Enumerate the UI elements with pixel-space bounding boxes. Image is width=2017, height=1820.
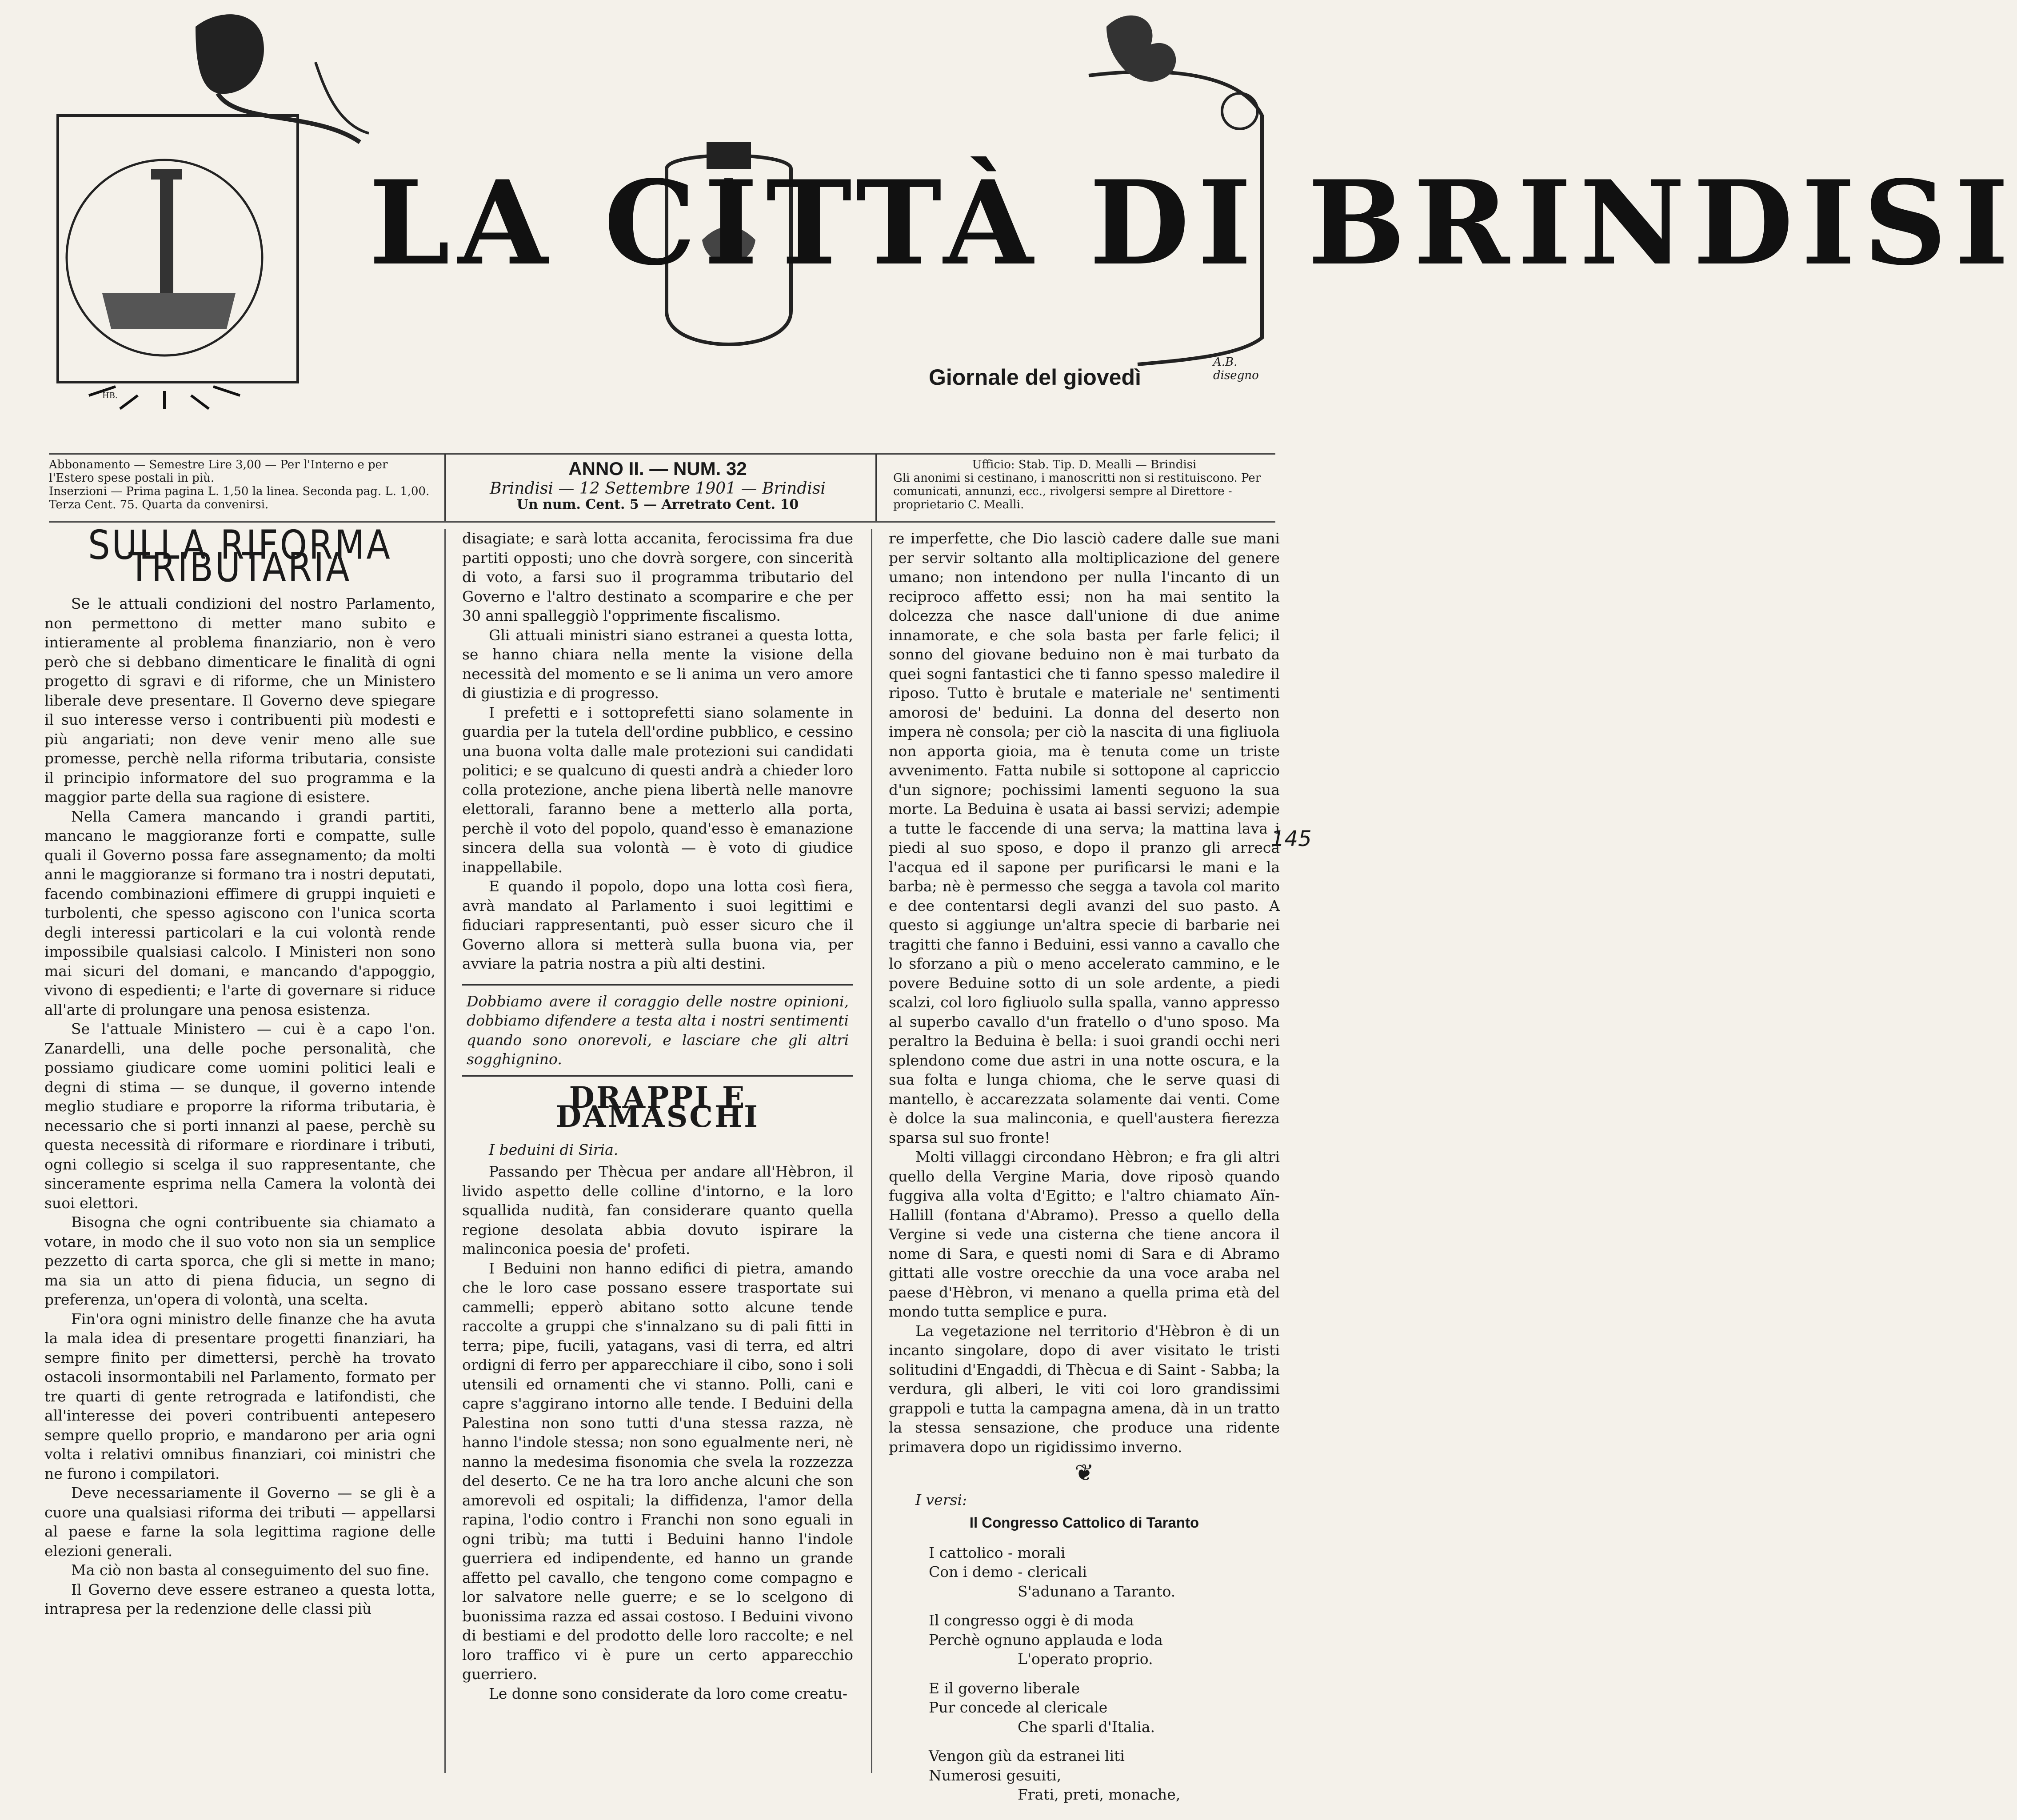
issue-info	[458, 458, 858, 511]
column-divider	[444, 529, 446, 1773]
office-info	[893, 458, 1275, 511]
info-bar	[49, 453, 1275, 523]
poem-stanza	[889, 1746, 1280, 1804]
article-paragraph: E quando il popolo, dopo una lotta così fiera, avrà mandato al Parlamento i suoi legittimi e fiduciari rappresentanti, può esser sicuro che il Governo allora si metterà sulla buona via, per avviare la patria nostra a più alti destini.	[462, 878, 853, 972]
info-divider	[444, 455, 446, 521]
artist-signature: A.B. disegno	[1213, 355, 1259, 382]
boxed-quote: Dobbiamo avere il coraggio delle nostre opinioni, dobbiamo difendere a testa alta i nostri sentimenti quando sono onorevoli, e lasciare che gli altri sogghignino.	[462, 984, 853, 1077]
article-paragraph: disagiate; e sarà lotta accanita, ferocissima fra due partiti opposti; uno che dovrà sorgere, con sincerità di voto, a farsi suo il programma tributario del Governo e l'altro destinato a scomparire e che per 30 anni spalleggiò l'opprimente fiscalismo.	[462, 530, 853, 624]
article-paragraph: I prefetti e i sottoprefetti siano solamente in guardia per la tutela dell'ordine pubblico, e cessino una buona volta dalle male protezioni sui candidati politici; e se qualcuno di questi andrà a chieder loro colla protezione, anche piena libertà nelle manovre elettorali, faranno bene a metterlo alla porta, perchè il voto del popolo, quand'esso è emanazione sincera della sua volontà — è voto di giudice inappellabile.	[462, 703, 853, 876]
poem-title: Il Congresso Cattolico di Taranto	[969, 1514, 1199, 1531]
verses-label: I versi:	[915, 1491, 967, 1509]
article-paragraph: La vegetazione nel territorio d'Hèbron è di un incanto singolare, dopo di aver visitato le tristi solitudini d'Engaddi, di Thècua e di Saint - Sabba; la verdura, gli alberi, le viti coi loro grandissimi grappoli e tutta la campagna amena, dà in un tratto la stessa sensazione, che produce una ridente primavera dopo un rigidissimo inverno.	[889, 1322, 1280, 1456]
poem-line: Pur concede al clericale	[929, 1699, 1108, 1716]
masthead	[49, 9, 2017, 422]
poem-line: S'adunano a Taranto.	[1018, 1582, 1176, 1600]
poem-line: L'operato proprio.	[1018, 1650, 1153, 1668]
article-paragraph: Passando per Thècua per andare all'Hèbron, il livido aspetto delle colline d'intorno, e la loro squallida nudità, fan considerare quanto quella regione desolata abbia dovuto ispirare la malinconica poesia de' profeti.	[462, 1163, 853, 1257]
poem-line: Con i demo - clericali	[929, 1563, 1087, 1581]
poem-stanza	[889, 1679, 1280, 1737]
poem-line: Frati, preti, monache,	[1018, 1786, 1181, 1803]
poem-line: Il congresso oggi è di moda	[929, 1612, 1134, 1629]
poem-line: Perchè ognuno applauda e loda	[929, 1631, 1163, 1648]
editorial-notice: Gli anonimi si cestinano, i manoscritti non si restituiscono. Per comunicati, annunzi, ecc., rivolgersi sempre al Direttore - proprietario C. Mealli.	[893, 471, 1261, 511]
article-paragraph: Nella Camera mancando i grandi partiti, mancano le maggioranze forti e compatte, sulle quali il Governo possa fare assegnamento; da molti anni le maggioranze si formano tra i nostri deputati, facendo combinazioni effimere di gruppi inquieti e turbolenti, che spesso agiscono con l'unica scorta degli interessi particolari e la cui volontà rende impossibile qualsiasi calcolo. I Ministeri non sono mai sicuri del domani, e mancando d'appoggio, vivono di espedienti; e l'arte di governare si riduce all'arte di prolungare una penosa esistenza.	[44, 807, 435, 1018]
article-paragraph: Ma ciò non basta al conseguimento del suo fine.	[71, 1561, 430, 1579]
poem-line: Vengon giù da estranei liti	[929, 1747, 1125, 1764]
subscription-line: Abbonamento — Semestre Lire 3,00 — Per l'Interno e per l'Estero spese postali in più.	[49, 458, 388, 485]
newspaper-title: LA CITTÀ DI BRINDISI	[369, 156, 2017, 291]
article-paragraph: Bisogna che ogni contribuente sia chiamato a votare, in modo che il suo voto non sia un semplice pezzetto di carta sporca, che gli si mette in mano; ma sia un atto di piena fiducia, un segno di preferenza, un'opera di volontà, una scelta.	[44, 1213, 435, 1308]
article-paragraph: Gli attuali ministri siano estranei a questa lotta, se hanno chiara nella mente la visione della necessità del momento e se li anima un vero amore di giustizia e di progresso.	[462, 626, 853, 702]
poem-line: I cattolico - morali	[929, 1544, 1066, 1561]
article-column-3	[889, 529, 1280, 1814]
woman-illustration-with-column	[49, 9, 387, 409]
subscription-info	[49, 458, 431, 511]
issue-price: Un num. Cent. 5 — Arretrato Cent. 10	[516, 497, 799, 512]
poem-line: Numerosi gesuiti,	[929, 1766, 1062, 1784]
issue-date: Brindisi — 12 Settembre 1901 — Brindisi	[490, 479, 826, 498]
article-paragraph: Deve necessariamente il Governo — se gli è a cuore una qualsiasi riforma dei tributi — appellarsi al paese e farne la sola legittima ragione delle elezioni generali.	[44, 1484, 435, 1560]
poem-line: Che sparli d'Italia.	[1018, 1718, 1155, 1736]
info-divider	[875, 455, 877, 521]
article-paragraph: Se l'attuale Ministero — cui è a capo l'on. Zanardelli, una delle poche personalità, che possiamo giudicare come uomini politici leali e degni di stima — se dunque, il governo intende meglio studiare e proporre la riforma tributaria, è necessario che si porti innanzi al paese, perchè su questa necessità di riformare e riordinare i tributi, ogni collegio si scelga il suo rappresentante, che sinceramente esprima nella Camera la volontà dei suoi elettori.	[44, 1020, 435, 1212]
issue-number: ANNO II. — NUM. 32	[568, 458, 747, 479]
article-heading: SULLA RIFORMA TRIBUTARIA	[88, 522, 392, 591]
poem-stanza	[889, 1543, 1280, 1601]
article-paragraph: Le donne sono considerate da loro come creatu-	[489, 1684, 847, 1702]
scroll-ornament	[1071, 9, 1275, 409]
engraver-mark: HB.	[102, 391, 118, 400]
poem-stanza	[889, 1611, 1280, 1669]
article-column-1	[44, 522, 435, 1619]
ornament-icon: ❦	[1074, 1460, 1094, 1486]
column-divider	[871, 529, 872, 1773]
office-line: Ufficio: Stab. Tip. D. Mealli — Brindisi	[972, 458, 1197, 471]
article-paragraph: re imperfette, che Dio lasciò cadere dalle sue mani per servir soltanto alla moltiplicazione del genere umano; non intendono per nulla l'incanto di un reciproco affetto essi; non ha mai sentito la dolcezza che nasce dall'unione di due anime innamorate, e che sola basta per farle felici; il sonno del giovane beduino non è mai turbato da quei sogni fantastici che ti fanno spesso maledire il riposo. Tutto è brutale e materiale ne' sentimenti amorosi de' beduini. La donna del deserto non impera nè consola; per ciò la nascita di una figliuola non apporta gioia, ma è tenuta come un triste avvenimento. Fatta nubile si sottopone al capriccio d'un signore; pochissimi lamenti seguono la sua morte. La Beduina è usata ai bassi servizi; adempie a tutte le faccende di una serva; la mattina lava i piedi al suo sposo, e dopo il pranzo gli arreca l'acqua ed il sapone per purificarsi le mani e la barba; nè è permesso che segga a tavola col marito e dee contentarsi degli avanzi del suo pasto. A questo si aggiunge un'altra specie di barbarie nei tragitti che fanno i Beduini, essi vanno a cavallo che lo sforzano a più o meno accelerato cammino, e le povere Beduine sotto di un sole ardente, a piedi scalzi, col loro figliuolo sulla spalla, vanno appresso al superbo cavallo d'un fratello o d'uno sposo. Ma peraltro la Beduina è bella: i suoi grandi occhi neri splendono come due astri in una notte oscura, e la sua folta e lunga chioma, che le serve quasi di mantello, è accarezzata solamente dai venti. Come è dolce la sua malinconia, e quell'austera fierezza sparsa sul suo fronte!	[889, 530, 1280, 1146]
article-subheading: I beduini di Siria.	[489, 1141, 619, 1158]
article-paragraph: Fin'ora ogni ministro delle finanze che ha avuta la mala idea di presentare progetti finanziari, ha sempre finito per dimettersi, perchè ha trovato ostacoli insormontabili nel Parlamento, formato per tre quarti di gente retrograda e latifondisti, che all'interesse dei poveri contribuenti antepesero sempre quello proprio, e mandarono per aria ogni volta i relativi omnibus finanziari, coi ministri che ne furono i compilatori.	[44, 1310, 435, 1482]
article-paragraph: Molti villaggi circondano Hèbron; e fra gli altri quello della Vergine Maria, dove riposò quando fuggiva alla volta d'Egitto; e l'altro chiamato Aïn-Hallill (fontana d'Abramo). Presso a quello della Vergine si vede una cisterna che tiene ancora il nome di Sara, e questi nomi di Sara e di Abramo gittati alle vostre orecchie da una voce araba nel paese d'Hèbron, vi menano a quella prima età del mondo tutta semplice e pura.	[889, 1148, 1280, 1320]
poem-line: E il governo liberale	[929, 1679, 1080, 1697]
article-column-2	[462, 529, 853, 1703]
handwritten-page-number: 145	[1271, 826, 1312, 851]
advertising-line: Inserzioni — Prima pagina L. 1,50 la linea. Seconda pag. L. 1,00. Terza Cent. 75. Quarta da convenirsi.	[49, 485, 430, 511]
newspaper-subtitle: Giornale del giovedì	[929, 365, 1141, 390]
article-paragraph: Se le attuali condizioni del nostro Parlamento, non permettono di metter mano subito e intieramente al problema finanziario, non è vero però che si debbano dimenticare le finalità di ogni progetto di sgravi e di riforme, che un Ministero liberale deve presentare. Il Governo deve spiegare il suo interesse verso i contribuenti più modesti e più angariati; non deve venir meno alle sue promesse, perchè nella riforma tributaria, consiste il principio informatore del suo programma e la maggior parte della sua ragione di esistere.	[44, 595, 435, 806]
article-paragraph: I Beduini non hanno edifici di pietra, amando che le loro case possano essere trasportate sui cammelli; epperò abitano sotto alcune tende raccolte a gruppi che s'innalzano su di pali fitti in terra; pipe, fucili, yatagans, vasi di terra, ed altri ordigni di ferro per apparecchiare il cibo, sono i soli utensili ed ornamenti che vi stanno. Polli, cani e capre s'aggirano intorno alle tende. I Beduini della Palestina non sono tutti d'una stessa razza, nè hanno l'indole stessa; non sono egualmente neri, nè nanno la medesima fisonomia che svela la rozzezza del deserto. Ce ne ha tra loro anche alcuni che son amorevoli ed ospitali; la diffidenza, l'amor della rapina, l'odio contro i Franchi non sono eguali in ogni tribù; ma tutti i Beduini hanno l'indole guerriera ed indipendente, ed hanno un grande affetto pel cavallo, che tengono come compagno e lor salvatore nelle guerre; e se lo scelgono di buonissima razza ed assai costoso. I Beduini vivono di bestiami e del prodotto delle loro raccolte; e nel loro traffico vi è pure un certo apparecchio guerriero.	[462, 1259, 853, 1683]
article-heading: DRAPPI E DAMASCHI	[555, 1080, 760, 1134]
article-paragraph: Il Governo deve essere estraneo a questa lotta, intrapresa per la redenzione delle classi più	[44, 1581, 435, 1617]
